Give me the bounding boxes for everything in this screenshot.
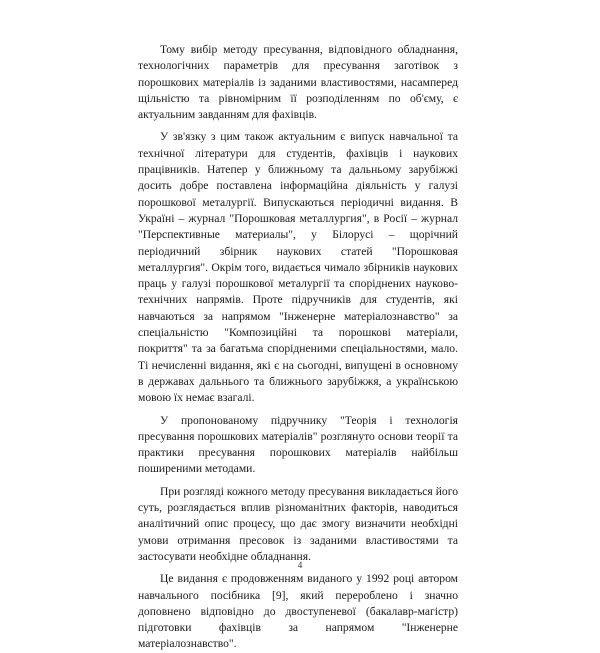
paragraph: При розгляді кожного методу пресування викладається його суть, розглядається вплив різноманітних факторів, наводиться аналітичний опис процесу, що дає змогу визначити необхідні умови отримання пресовок із заданими властивостями та застосувати необхідне обладнання. [138, 484, 458, 563]
page-number: 4 [297, 560, 303, 570]
paragraph: Тому вибір методу пресування, відповідного обладнання, технологічних параметрів для пресування заготівок з порошкових матеріалів із заданими властивостями, насамперед щільністю та рівномірним її розподіленням по об'єму, є актуальним завданням для фахівців. [138, 43, 458, 122]
paragraph: Це видання є продовженням виданого у 1992 році автором навчального посібника [9], який перероблено і значно доповнено відповідно до двоступеневої (бакалавр-магістр) підготовки фахівців за напрямом "Інженерне матеріалознавство". [138, 572, 458, 651]
paragraph: У пропонованому підручнику "Теорія і технологія пресування порошкових матеріалів" розглянуто основи теорії та практики пресування порошкових матеріалів найбільш поширеними методами. [138, 413, 458, 476]
paragraph: У зв'язку з цим також актуальним є випуск навчальної та технічної літератури для студентів, фахівців і наукових працівників. Натепер у ближньому та дальньому зарубіжжі досить добре поставлена інформаційна діяльність у галузі порошкової металургії. Випускаються періодичні видання. В Україні – журнал "Порошковая металлургия", в Росії – журнал "Перспективные материалы", у Білорусі – щорічний періодичний збірник наукових статей "Порошковая металлургия". Окрім того, видається чимало збірників наукових праць у галузі порошкової металургії та споріднених науково-технічних напрямів. Проте підручників для студентів, які навчаються за напрямом "Інженерне матеріалознавство" за спеціальністю "Композиційні та порошкові матеріали, покриття" та за багатьма спорідненими спеціальностями, мало. Ті нечисленні видання, які є на сьогодні, випущені в основному в державах дальнього та ближнього зарубіжжя, а українською мовою їх немає взагалі. [138, 130, 458, 405]
